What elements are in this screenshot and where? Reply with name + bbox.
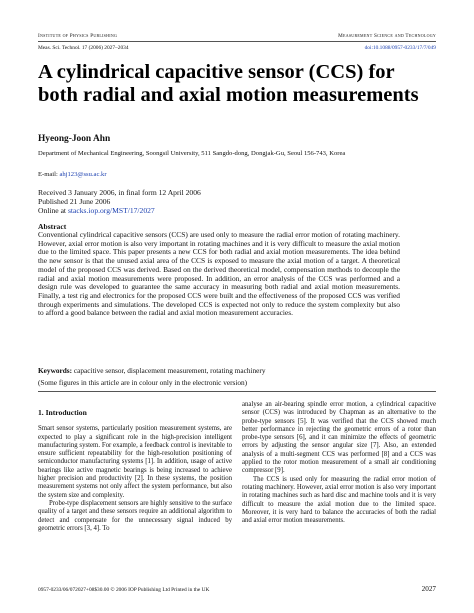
page-number: 2027 [421, 585, 436, 593]
publication-dates [38, 188, 201, 215]
intro-paragraph-4: The CCS is used only for measuring the radial error motion of rotating machinery. However, axial error motion is also very important in rotating machines such as hard disc and machine tools and it is very difficult to measure the axial motion due to the limited space. Moreover, it is very hard to balance the accuracies of both the radial and axial error motion measurements. [242, 475, 436, 525]
intro-paragraph-3: analyse an air-bearing spindle error motion, a cylindrical capacitive sensor (CCS) was introduced by Chapman as an alternative to the probe-type sensors [5]. It was verified that the CCS showed much better performance in rejecting the geometric errors of a rotor than probe-type sensors [6], and it can minimize the effects of geometric errors by adjusting the sensor angular size [7]. Also, an extended analysis of a multi-segment CCS was performed [8] and a CCS was applied to the rotor motion measurement of a small air conditioning compressor [9]. [242, 401, 436, 475]
intro-paragraph-2: Probe-type displacement sensors are highly sensitive to the surface quality of a target and these sensors require an additional algorithm to detect and compensate for the unnecessary signal induced by geometric errors [3, 4]. To [38, 499, 232, 532]
email-link[interactable]: ahj123@ssu.ac.kr [59, 171, 107, 178]
received-date: Received 3 January 2006, in final form 12 April 2006 [38, 188, 201, 197]
online-url-link[interactable]: stacks.iop.org/MST/17/2027 [67, 206, 155, 215]
colour-note: (Some figures in this article are in colour only in the electronic version) [38, 378, 248, 387]
abstract-text: Conventional cylindrical capacitive sensors (CCS) are used only to measure the radial error motion of rotating machinery. However, axial error motion is also very important in rotating machines and it is very difficult to measure the axial motion due to the limited space. This paper presents a new CCS for both radial and axial motion measurements. The idea behind the new sensor is that the unused axial area of the CCS is exposed to measure the axial motion of a target. A theoretical model of the proposed CCS was derived. Based on the derived theoretical model, compensation methods to decouple the radial and axial motion measurements were proposed. In addition, an error analysis of the CCS was performed and a design rule was developed to guarantee the same accuracy in measuring both radial and axial motion measurements. Finally, a test rig and electronics for the proposed CCS were built and the effectiveness of the proposed CCS was verified through experiments and simulations. The developed CCS is expected not only to reduce the system complexity but also to afford a good balance between the radial and axial motion measurement accuracies. [38, 230, 400, 318]
keywords-label: Keywords: [38, 366, 73, 375]
abstract-heading: Abstract [38, 222, 67, 231]
footer-code: 0957-0233/06/072027+08$30.00 © 2006 IOP Publishing Ltd Printed in the UK [38, 587, 210, 593]
left-column [38, 401, 232, 533]
article-title: A cylindrical capacitive sensor (CCS) for both radial and axial motion measurements [38, 61, 419, 106]
online-label: Online at [38, 206, 67, 215]
published-date: Published 21 June 2006 [38, 197, 111, 206]
email-label: E-mail: [38, 171, 58, 178]
author-name: Hyeong-Joon Ahn [38, 134, 111, 144]
journal-citation: Meas. Sci. Technol. 17 (2006) 2027–2034 [38, 45, 129, 51]
keywords-list: capacitive sensor, displacement measurement, rotating machinery [73, 366, 266, 375]
author-email-line [38, 171, 107, 178]
section-rule [38, 391, 436, 392]
intro-paragraph-1: Smart sensor systems, particularly position measurement systems, are expected to play a significant role in the high-precision intelligent manufacturing system. For example, a feedback control is inevitable to ensure sufficient repeatability for the high-resolution positioning of semiconductor manufacturing systems [1]. In addition, usage of active bearings like active magnetic bearings is being increased to achieve higher precision and productivity [2]. In these systems, the position measurement systems not only affect the system performance, but also the system size and complexity. [38, 425, 232, 499]
introduction-heading: 1. Introduction [38, 408, 87, 417]
online-line [38, 206, 201, 215]
author-affiliation: Department of Mechanical Engineering, Soongsil University, 511 Sangdo-dong, Dongjak-Gu, Seoul 156-743, Korea [38, 150, 346, 157]
right-column [242, 401, 436, 525]
keywords-line [38, 366, 436, 375]
doi-link[interactable]: doi:10.1088/0957-0233/17/7/049 [364, 45, 436, 51]
header-rule [38, 41, 436, 42]
journal-name: Measurement Science and Technology [338, 33, 436, 39]
publisher-name: Institute of Physics Publishing [38, 33, 118, 39]
